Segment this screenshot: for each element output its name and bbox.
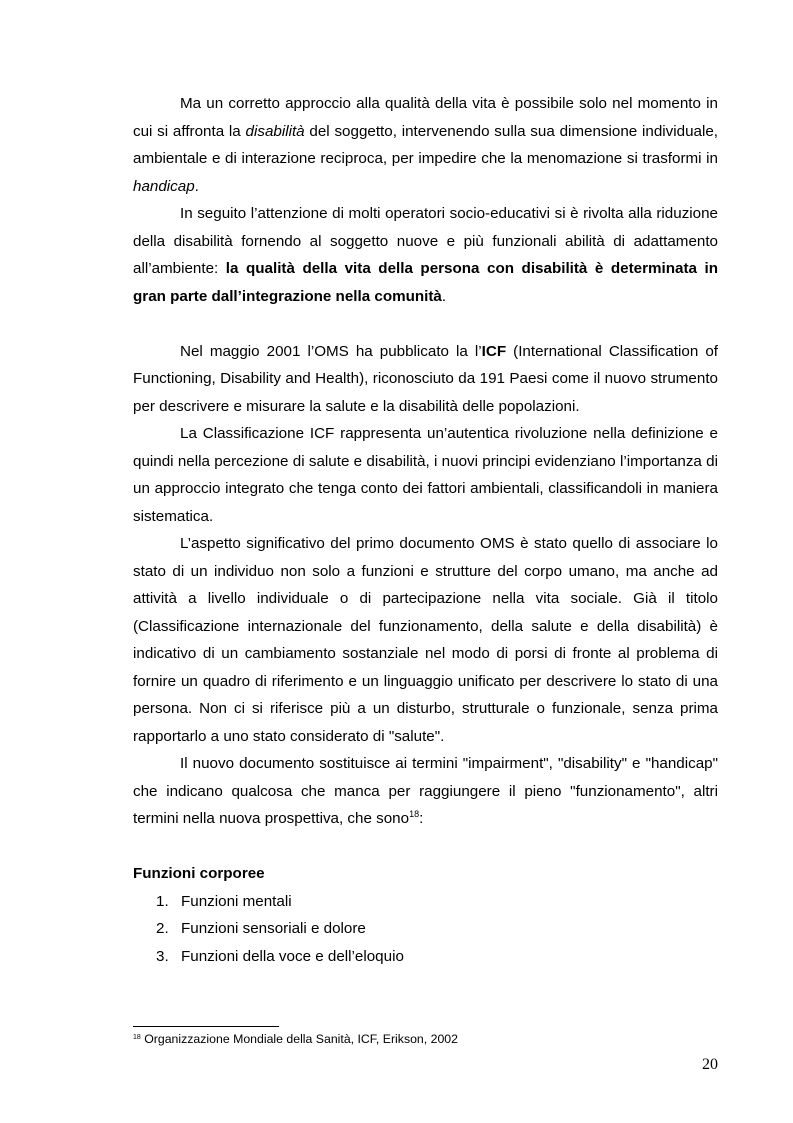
paragraph: [133, 200, 718, 310]
list-item: [133, 915, 718, 943]
text-segment: .: [194, 177, 199, 195]
text-segment: del soggetto, intervenendo sulla sua dimensione individuale, ambientale e di interazione reciproca, per impedire che la menomazione si trasformi in: [133, 122, 719, 167]
list-item-number: 2.: [156, 920, 169, 937]
text-segment: La Classificazione ICF rappresenta un’autentica rivoluzione nella definizione e quindi nella percezione di salute e disabilità, i nuovi principi evidenziano l’importanza di un approccio integrato che tenga conto dei fattori ambientali, classificandoli in maniera sistematica.: [133, 425, 718, 525]
text-segment: L’aspetto significativo del primo documento OMS è stato quello di associare lo stato di un individuo non solo a funzioni e strutture del corpo umano, ma anche ad attività a livello individuale o di partecipazione nella vita sociale. Già il titolo (Classificazione internazionale del funzionamento, della salute e della disabilità) è indicativo di un cambiamento sostanziale nel modo di porsi di fronte al problema di fornire un quadro di riferimento e un linguaggio unificato per descrivere lo stato di una persona. Non ci si riferisce più a un disturbo, strutturale o funzionale, senza prima rapportarlo a uno stato considerato di "salute".: [133, 535, 718, 745]
paragraphs: [133, 90, 718, 860]
footnote-separator: [133, 1026, 279, 1027]
text-segment: ICF: [481, 342, 507, 360]
page-number: 20: [702, 1056, 718, 1073]
text-segment: la qualità della vita della persona con disabilità è determinata in gran parte dall’integrazione nella comunità: [133, 260, 718, 305]
paragraph: [133, 530, 718, 750]
text-segment: Nel maggio 2001 l’OMS ha pubblicato la l’: [180, 342, 482, 360]
body-text: [133, 90, 718, 970]
paragraph: [133, 338, 718, 421]
list-item: [133, 888, 718, 916]
paragraph: [133, 90, 718, 200]
paragraph-gap: [133, 310, 718, 338]
list-item-number: 1.: [156, 892, 169, 910]
section-heading: Funzioni corporee: [133, 865, 265, 882]
text-segment: (International Classification of Functioning, Disability and Health), riconosciuto da 191 Paesi come il nuovo strumento per descrivere e misurare la salute e la disabilità delle popolazioni.: [133, 342, 718, 415]
paragraph: [133, 750, 718, 833]
text-segment: In seguito l’attenzione di molti operatori socio-educativi si è rivolta alla riduzione della disabilità fornendo al soggetto nuove e più funzionali abilità di adattamento all’ambiente:: [133, 205, 718, 277]
text-segment: .: [441, 287, 447, 305]
text-segment: Il nuovo documento sostituisce ai termini "impairment", "disability" e "handicap" che indicano qualcosa che manca per raggiungere il pieno "funzionamento", altri termini nella nuova prospettiva, che sono: [133, 755, 718, 827]
footnote: [133, 1031, 458, 1047]
paragraph: [133, 420, 718, 530]
list-item-text: Funzioni mentali: [181, 892, 292, 910]
text-segment: handicap: [133, 177, 195, 195]
text-segment: Ma un corretto approccio alla qualità della vita è possibile solo nel momento in cui si affronta la: [133, 95, 718, 140]
footnote-reference: 18: [409, 809, 420, 819]
numbered-list: [133, 888, 718, 971]
footnote-marker: 18: [133, 1034, 141, 1041]
list-item-number: 3.: [156, 947, 169, 965]
text-segment: :: [419, 810, 424, 827]
list-item-text: Funzioni della voce e dell’eloquio: [181, 947, 404, 965]
footnote-text: Organizzazione Mondiale della Sanità, ICF, Erikson, 2002: [140, 1032, 458, 1046]
paragraph-gap: [133, 833, 718, 861]
list-item-text: Funzioni sensoriali e dolore: [181, 920, 366, 937]
text-segment: disabilità: [245, 122, 305, 140]
list-item: [133, 943, 718, 971]
